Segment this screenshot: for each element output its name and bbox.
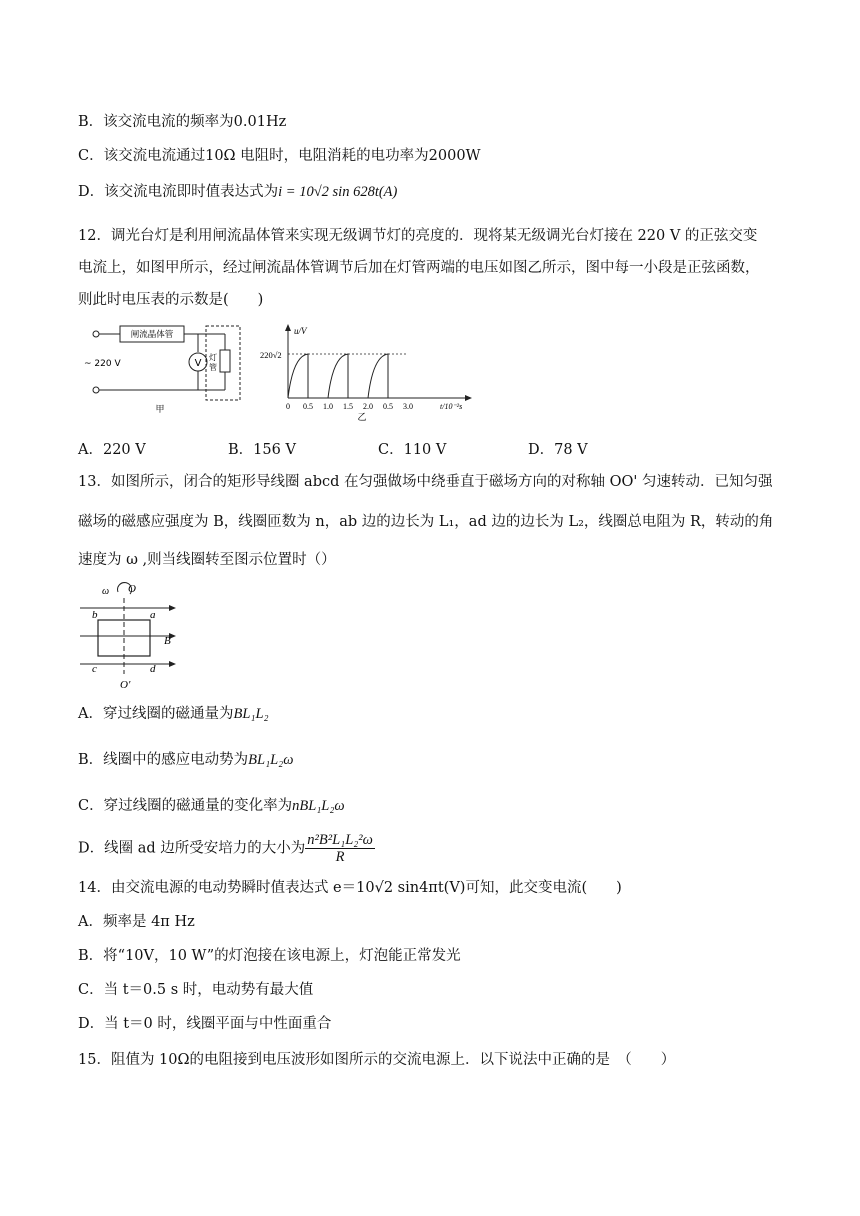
x-axis-label: t/10⁻²s bbox=[440, 402, 463, 411]
q12-waveform-figure bbox=[258, 322, 473, 422]
q13-option-c bbox=[78, 796, 345, 816]
q13-option-d bbox=[78, 832, 375, 865]
q12-option-c: C．110 V bbox=[378, 442, 447, 458]
q13-option-c-text: C．穿过线圈的磁通量的变化率为 bbox=[78, 798, 293, 814]
q13-option-d-text: D．线圈 ad 边所受安培力的大小为 bbox=[78, 840, 306, 857]
x-tick-2: 1.0 bbox=[323, 402, 333, 411]
y-axis-label: u/V bbox=[294, 326, 307, 336]
q13-stem-line-2: 磁场的磁感应强度为 B，线圈匝数为 n，ab 边的边长为 L₁，ad 边的边长为 L₂，线圈总电阻为 R，转动的角 bbox=[78, 514, 774, 530]
figure-jia-caption: 甲 bbox=[155, 405, 165, 414]
q13-option-b-text: B．线圈中的感应电动势为 bbox=[78, 752, 249, 768]
q11-option-d-formula: i = 10√2 sin 628t(A) bbox=[278, 184, 398, 200]
omega-label: ω bbox=[102, 586, 110, 597]
q12-option-a: A．220 V bbox=[78, 442, 146, 458]
field-b-label: B bbox=[164, 635, 171, 647]
q11-option-d-text: D．该交流电流即时值表达式为 bbox=[78, 184, 279, 200]
thyristor-label: 闸流晶体管 bbox=[130, 330, 174, 340]
q13-option-a-formula: BL₁L₂ bbox=[233, 706, 269, 722]
q12-option-d: D．78 V bbox=[528, 442, 588, 458]
q12-stem-line-2: 电流上，如图甲所示，经过闸流晶体管调节后加在灯管两端的电压如图乙所示，图中每一小段是正弦函数， bbox=[78, 260, 760, 276]
q15-stem: 15．阻值为 10Ω的电阻接到电压波形如图所示的交流电源上．以下说法中正确的是 （ ） bbox=[78, 1052, 676, 1068]
x-tick-6: 3.0 bbox=[403, 402, 413, 411]
corner-c-label: c bbox=[92, 663, 97, 675]
fraction-numerator: n²B²L₁L₂²ω bbox=[307, 832, 373, 848]
q11-option-c: C．该交流电流通过10Ω 电阻时，电阻消耗的电功率为2000W bbox=[78, 148, 481, 164]
q14-option-d: D．当 t＝0 时，线圈平面与中性面重合 bbox=[78, 1016, 332, 1032]
axis-o-bottom-label: O' bbox=[120, 679, 131, 690]
q13-option-b bbox=[78, 750, 293, 770]
q12-stem-line-1: 12．调光台灯是利用闸流晶体管来实现无级调节灯的亮度的．现将某无级调光台灯接在 220 V 的正弦交变 bbox=[78, 228, 758, 244]
q14-stem: 14．由交流电源的电动势瞬时值表达式 e＝10√2 sin4πt(V)可知，此交变电流( ) bbox=[78, 880, 622, 896]
x-tick-1: 0.5 bbox=[303, 402, 313, 411]
q12-circuit-figure bbox=[80, 322, 250, 414]
q14-option-c: C．当 t＝0.5 s 时，电动势有最大值 bbox=[78, 982, 314, 998]
corner-a-label: a bbox=[150, 609, 156, 621]
q13-stem-line-1: 13．如图所示，闭合的矩形导线圈 abcd 在匀强做场中绕垂直于磁场方向的对称轴 OO' 匀速转动．已知匀强 bbox=[78, 474, 773, 490]
lamp-icon bbox=[220, 350, 230, 372]
x-tick-3: 1.5 bbox=[343, 402, 353, 411]
q13-coil-figure bbox=[80, 578, 180, 690]
figure-yi-caption: 乙 bbox=[357, 413, 367, 422]
q14-option-b: B．将“10V，10 W”的灯泡接在该电源上，灯泡能正常发光 bbox=[78, 948, 461, 964]
corner-b-label: b bbox=[92, 609, 98, 621]
q11-option-d bbox=[78, 182, 397, 202]
fraction-denominator: R bbox=[335, 849, 345, 865]
q13-option-b-formula: BL₁L₂ω bbox=[248, 752, 294, 768]
q12-stem-line-3: 则此时电压表的示数是( ) bbox=[78, 292, 264, 308]
x-tick-4: 2.0 bbox=[363, 402, 373, 411]
q13-option-c-formula: nBL₁L₂ω bbox=[292, 798, 345, 814]
lamp-label-2: 管 bbox=[209, 363, 217, 372]
q13-option-d-fraction bbox=[305, 832, 375, 865]
q13-stem-line-3: 速度为 ω ,则当线圈转至图示位置时（） bbox=[78, 552, 336, 568]
voltmeter-label: V bbox=[194, 358, 202, 369]
source-label: ~ 220 V bbox=[84, 359, 121, 369]
peak-label: 220√2 bbox=[260, 350, 282, 360]
q12-option-b: B．156 V bbox=[228, 442, 296, 458]
x-tick-5: 0.5 bbox=[383, 402, 393, 411]
q12-options bbox=[78, 438, 778, 458]
q13-option-a-text: A．穿过线圈的磁通量为 bbox=[78, 706, 234, 722]
q13-option-a bbox=[78, 704, 269, 724]
q11-option-b: B．该交流电流的频率为0.01Hz bbox=[78, 114, 287, 130]
lamp-label-1: 灯 bbox=[209, 353, 217, 362]
q14-option-a: A．频率是 4π Hz bbox=[78, 914, 195, 930]
corner-d-label: d bbox=[150, 663, 156, 675]
x-tick-0: 0 bbox=[286, 402, 290, 411]
axis-o-top-label: O bbox=[128, 583, 136, 595]
